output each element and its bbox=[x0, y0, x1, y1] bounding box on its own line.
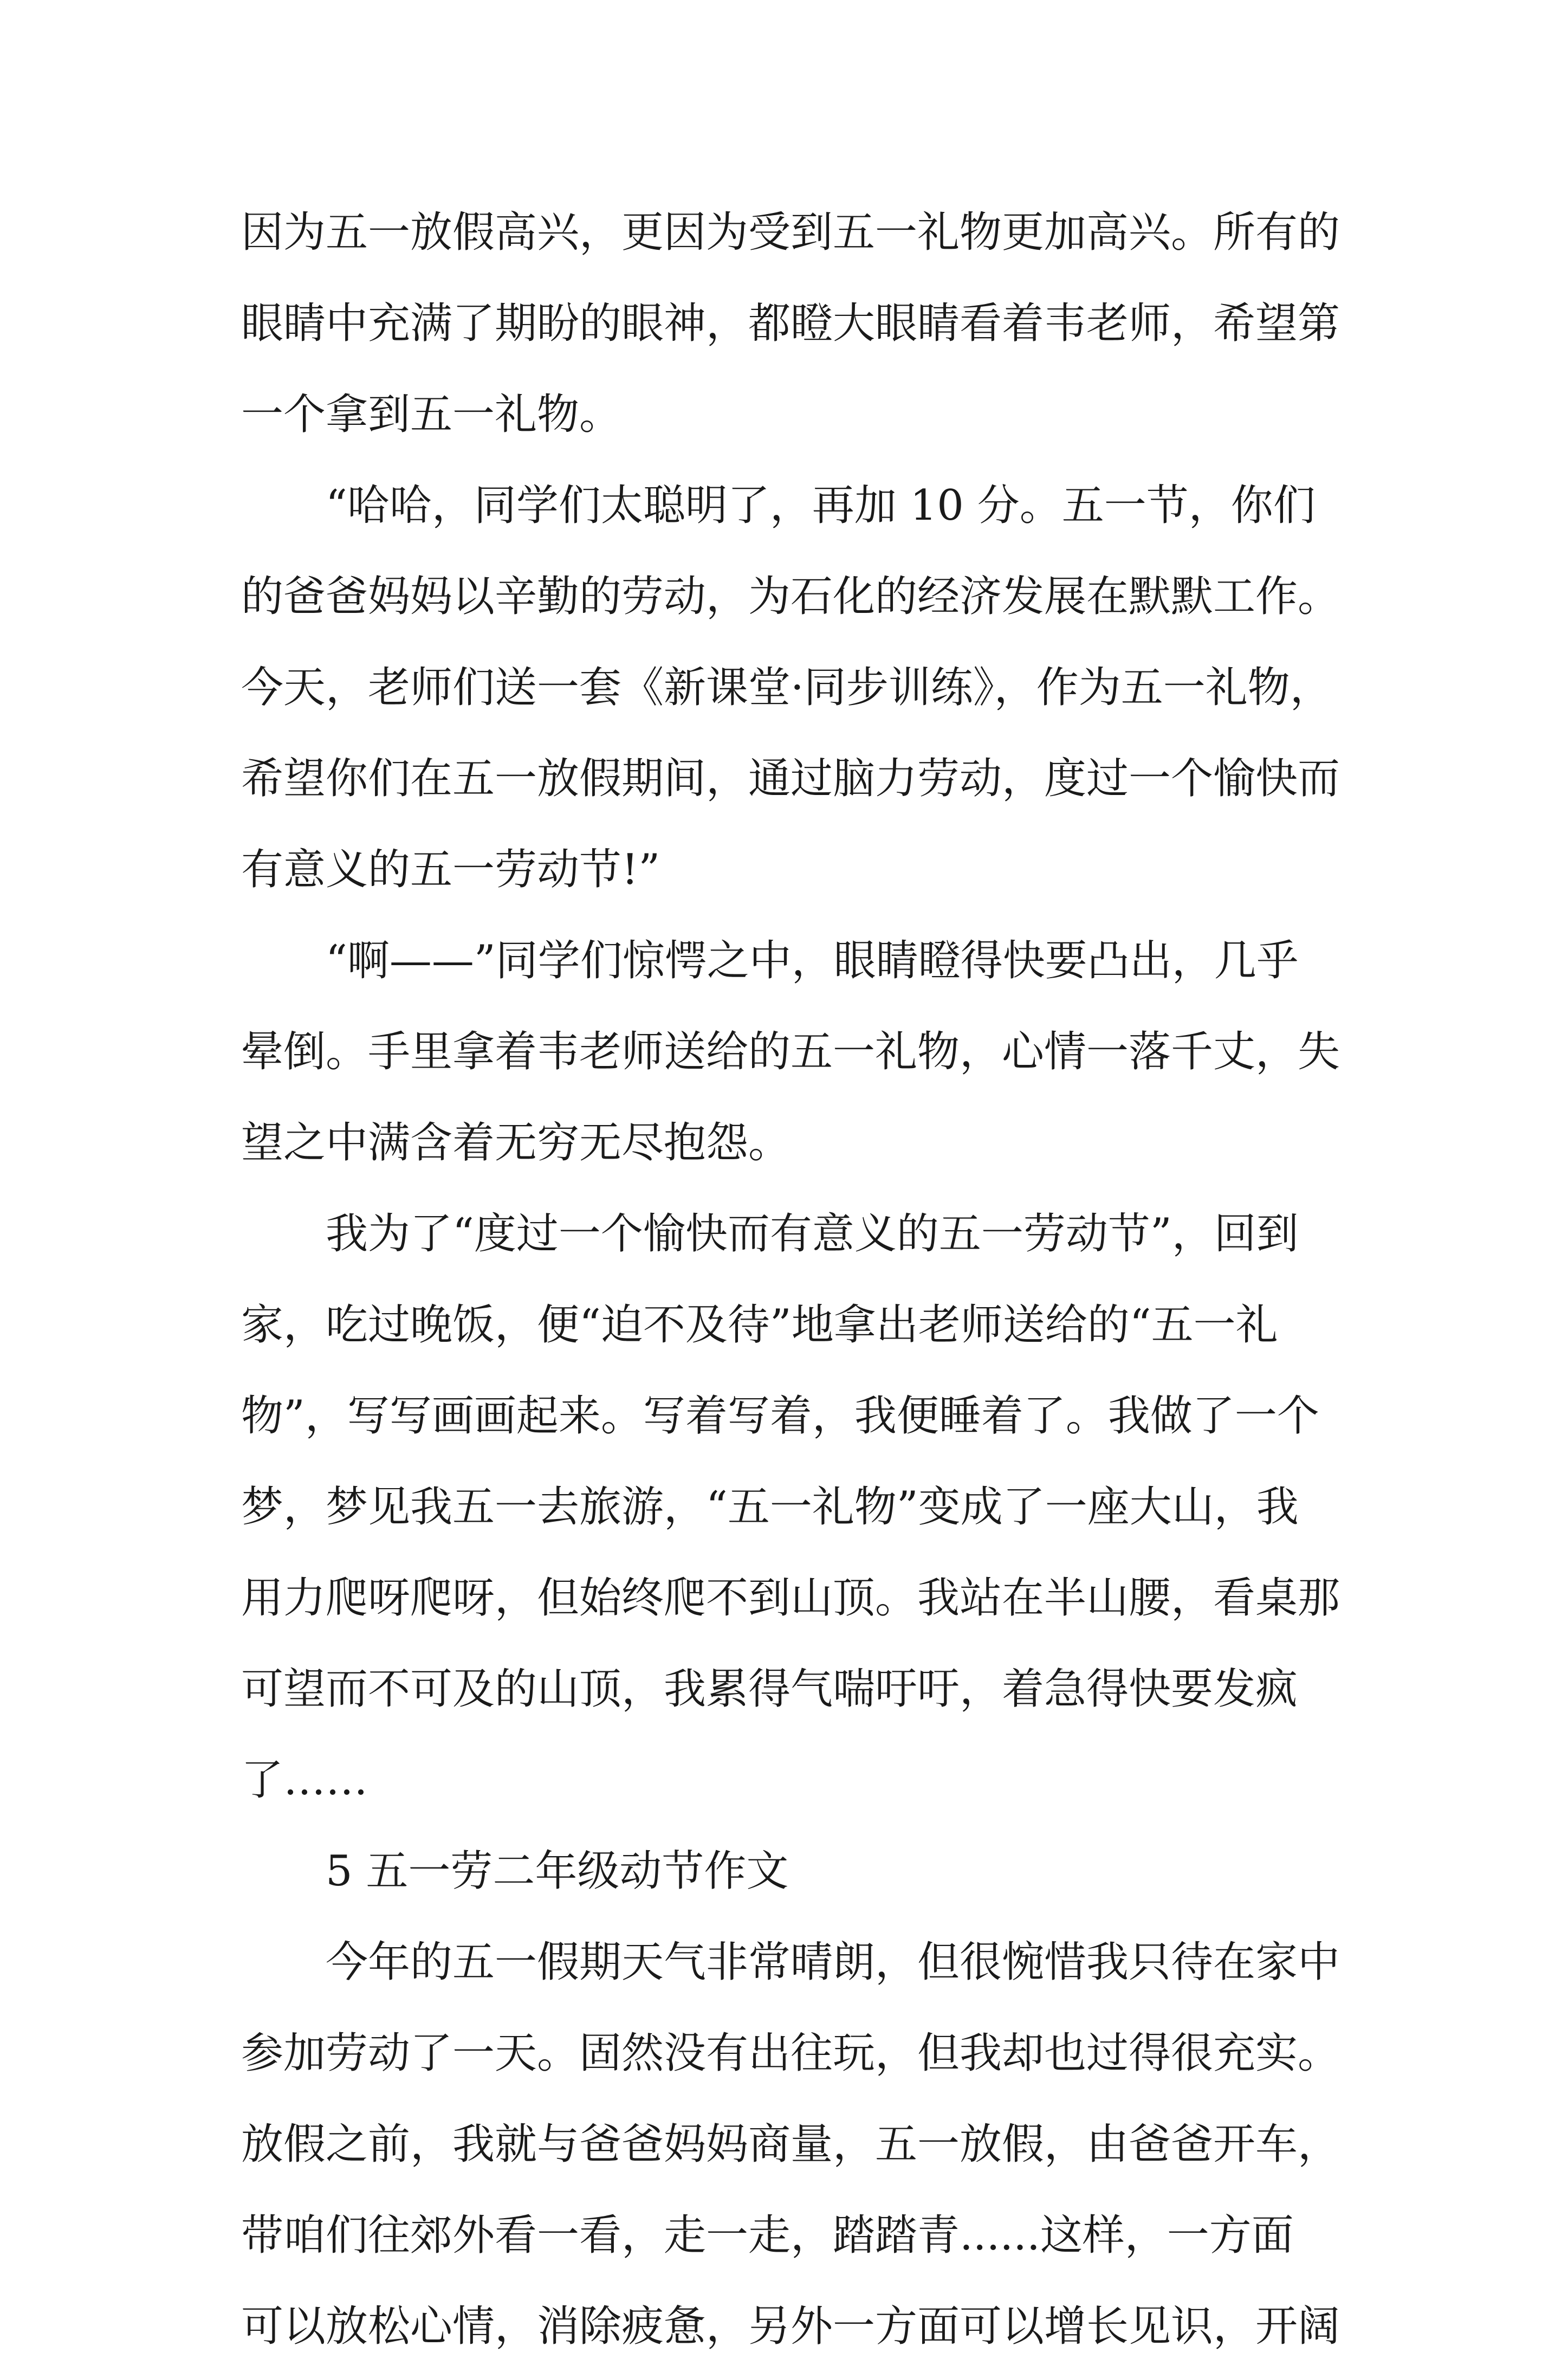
text-line: 可望而不可及的山顶，我累得气喘吁吁，着急得快要发疯 bbox=[241, 1665, 1298, 1714]
text-line: “啊——”同学们惊愕之中，眼睛瞪得快要凸出，几乎 bbox=[326, 936, 1299, 985]
text-line: 家，吃过晚饭，便“迫不及待”地拿出老师送给的“五一礼 bbox=[241, 1301, 1278, 1349]
text-line: 用力爬呀爬呀，但始终爬不到山顶。我站在半山腰，看桌那 bbox=[241, 1574, 1340, 1623]
text-line: 一个拿到五一礼物。 bbox=[241, 390, 622, 439]
text-line: 物”，写写画画起来。写着写着，我便睡着了。我做了一个 bbox=[241, 1392, 1319, 1440]
text-line: 的爸爸妈妈以辛勤的劳动，为石化的经济发展在默默工作。 bbox=[241, 572, 1340, 621]
text-line: 今年的五一假期天气非常晴朗，但很惋惜我只待在家中 bbox=[326, 1938, 1340, 1987]
text-line: 可以放松心情，消除疲惫，另外一方面可以增长见识，开阔 bbox=[241, 2302, 1340, 2351]
text-line: 因为五一放假高兴，更因为受到五一礼物更加高兴。所有的 bbox=[241, 208, 1340, 257]
text-line: 晕倒。手里拿着韦老师送给的五一礼物，心情一落千丈，失 bbox=[241, 1027, 1340, 1076]
text-line: 放假之前，我就与爸爸妈妈商量，五一放假，由爸爸开车， bbox=[241, 2120, 1340, 2169]
text-line: 梦，梦见我五一去旅游，“五一礼物”变成了一座大山，我 bbox=[241, 1483, 1299, 1531]
text-line: 有意义的五一劳动节!” bbox=[241, 845, 660, 894]
text-line: 今天，老师们送一套《新课堂·同步训练》，作为五一礼物， bbox=[241, 663, 1332, 712]
text-line: 眼睛中充满了期盼的眼神，都瞪大眼睛看着韦老师，希望第 bbox=[241, 299, 1340, 348]
text-line: 望之中满含着无穷无尽抱怨。 bbox=[241, 1119, 791, 1167]
text-line: 了…… bbox=[241, 1756, 368, 1805]
text-line: 带咱们往郊外看一看，走一走，踏踏青......这样，一方面 bbox=[241, 2211, 1294, 2260]
text-line: 5 五一劳二年级动节作文 bbox=[326, 1847, 789, 1896]
text-line: “哈哈，同学们太聪明了，再加 10 分。五一节，你们 bbox=[326, 481, 1316, 530]
text-line: 我为了“度过一个愉快而有意义的五一劳动节”，回到 bbox=[326, 1210, 1299, 1258]
text-line: 希望你们在五一放假期间，通过脑力劳动，度过一个愉快而 bbox=[241, 754, 1340, 803]
text-line: 参加劳动了一天。固然没有出往玩，但我却也过得很充实。 bbox=[241, 2029, 1340, 2078]
document-body bbox=[241, 187, 1346, 2372]
